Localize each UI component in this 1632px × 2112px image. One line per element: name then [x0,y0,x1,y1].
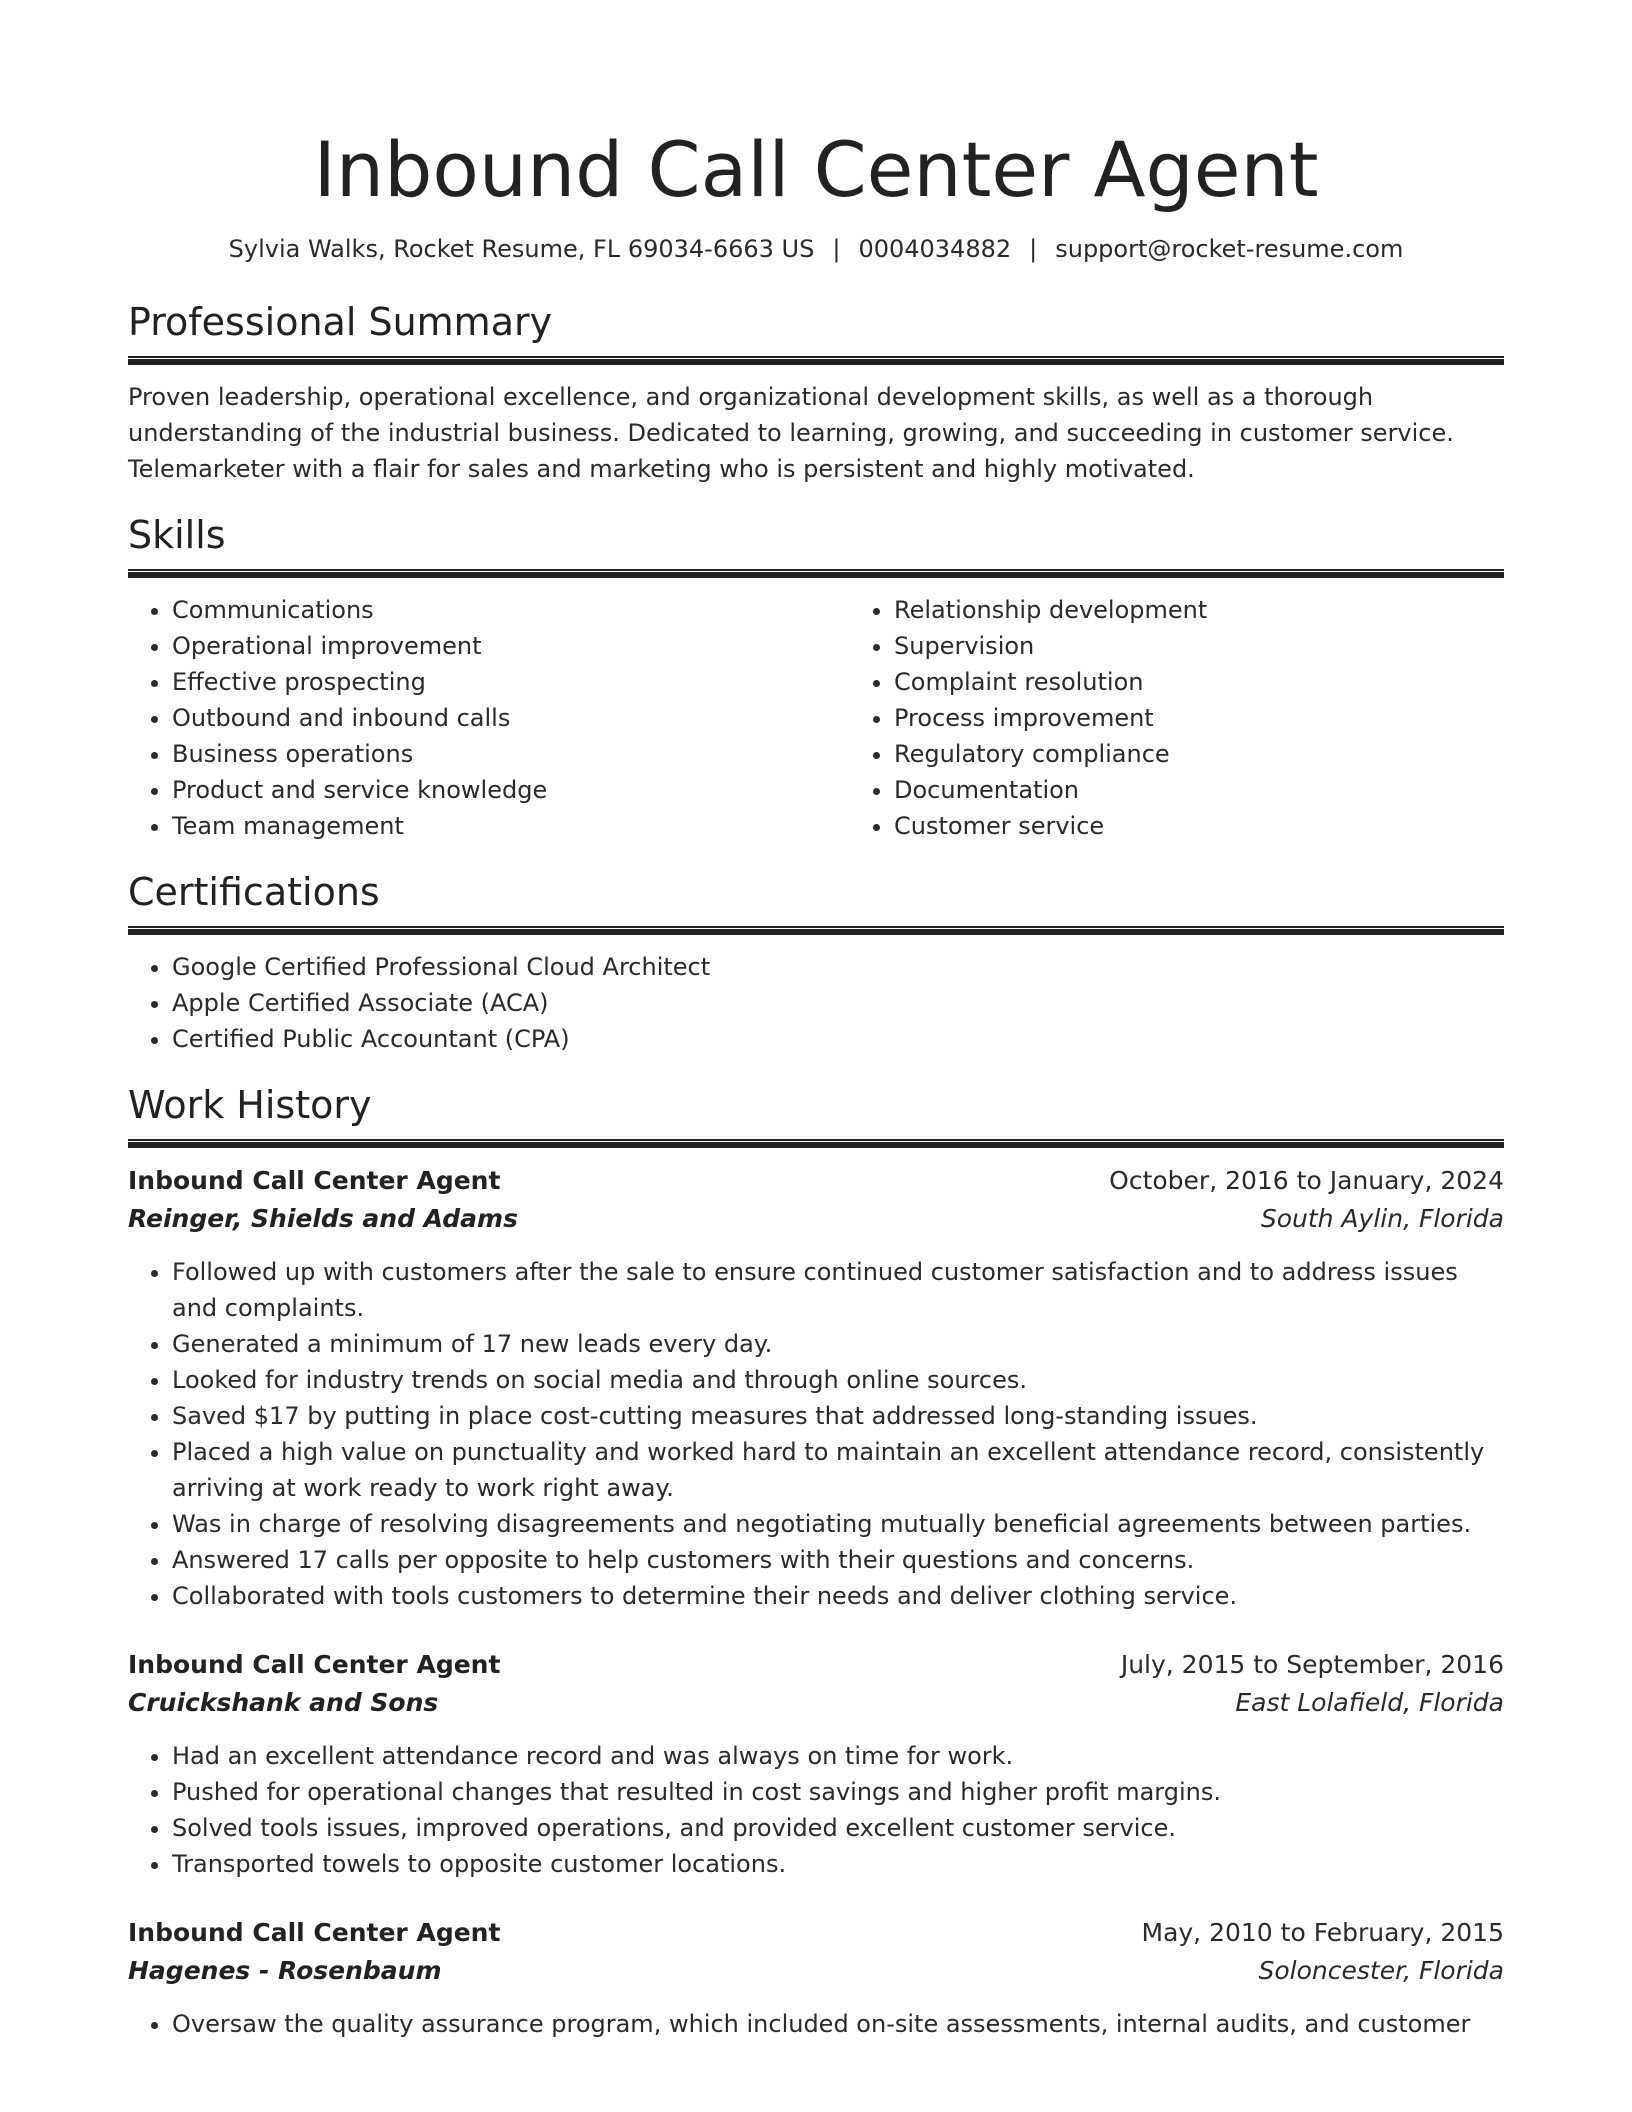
job-company: Cruickshank and Sons [128,1688,439,1717]
job-bullet: • Had an excellent attendance record and was always on time for work. [172,1738,1504,1774]
job-header [128,1914,1504,1952]
section-title-summary: Professional Summary [128,300,553,344]
job-bullet: • Pushed for operational changes that resulted in cost savings and higher profit margins. [172,1774,1504,1810]
summary-section [128,298,1504,487]
job-bullet: • Answered 17 calls per opposite to help customers with their questions and concerns. [172,1542,1504,1578]
job-bullet: • Placed a high value on punctuality and worked hard to maintain an excellent attendance record, consistently arriving at work ready to work right away. [172,1434,1504,1506]
contact-email: support@rocket-resume.com [1055,235,1404,263]
skill-item: • Regulatory compliance [894,736,1572,772]
job-dates: May, 2010 to February, 2015 [1141,1918,1504,1947]
certification-item: • Google Certified Professional Cloud Architect [172,949,1504,985]
job-bullet: • Looked for industry trends on social media and through online sources. [172,1362,1504,1398]
work-history-section [128,1081,1504,2042]
section-divider [128,926,1504,935]
skill-item: • Relationship development [894,592,1572,628]
skill-item: • Process improvement [894,700,1572,736]
certification-item: • Certified Public Accountant (CPA) [172,1021,1504,1057]
contact-separator: | [1029,235,1038,263]
skill-item: • Supervision [894,628,1572,664]
job-location: South Aylin, Florida [1260,1204,1504,1233]
skill-item: • Communications [172,592,850,628]
section-title-work-history: Work History [128,1083,372,1127]
job-entry [128,1914,1504,2042]
job-subheader [128,1952,1504,1990]
job-dates: July, 2015 to September, 2016 [1120,1650,1504,1679]
job-header [128,1646,1504,1684]
job-entry [128,1646,1504,1882]
skills-columns [128,592,1504,844]
skill-item: • Complaint resolution [894,664,1572,700]
section-title-skills: Skills [128,513,226,557]
certifications-section [128,868,1504,1057]
job-subheader [128,1684,1504,1722]
job-bullet: • Collaborated with tools customers to determine their needs and deliver clothing service. [172,1578,1504,1614]
job-entry [128,1162,1504,1614]
job-company: Hagenes - Rosenbaum [128,1956,442,1985]
job-dates: October, 2016 to January, 2024 [1109,1166,1504,1195]
resume-name: Inbound Call Center Agent [313,125,1319,214]
job-bullet: • Generated a minimum of 17 new leads every day. [172,1326,1504,1362]
certification-item: • Apple Certified Associate (ACA) [172,985,1504,1021]
section-title-certifications: Certifications [128,870,380,914]
job-title: Inbound Call Center Agent [128,1918,501,1947]
job-subheader [128,1200,1504,1238]
resume-page [128,0,1504,2042]
skill-item: • Customer service [894,808,1572,844]
skills-list-right [850,592,1572,844]
certifications-list [128,949,1504,1057]
contact-line [128,232,1504,266]
summary-text: Proven leadership, operational excellence, and organizational development skills, as well as a thorough understanding of the industrial business. Dedicated to learning, growing, and succeeding in customer service. Telemarketer with a flair for sales and marketing who is persistent and highly motivated. [128,383,1454,483]
skill-item: • Effective prospecting [172,664,850,700]
section-divider [128,356,1504,365]
skill-item: • Product and service knowledge [172,772,850,808]
skill-item: • Documentation [894,772,1572,808]
job-bullets [128,1254,1504,1614]
section-divider [128,1139,1504,1148]
job-bullet: • Was in charge of resolving disagreements and negotiating mutually beneficial agreements between parties. [172,1506,1504,1542]
job-bullet: • Transported towels to opposite customer locations. [172,1846,1504,1882]
job-company: Reinger, Shields and Adams [128,1204,518,1233]
section-divider [128,569,1504,578]
skill-item: • Team management [172,808,850,844]
job-bullets [128,1738,1504,1882]
contact-phone: 0004034882 [858,235,1012,263]
job-location: Soloncester, Florida [1258,1956,1504,1985]
job-title: Inbound Call Center Agent [128,1166,501,1195]
job-bullet: • Followed up with customers after the sale to ensure continued customer satisfaction and to address issues and complaints. [172,1254,1504,1326]
job-bullet: • Saved $17 by putting in place cost-cutting measures that addressed long-standing issues. [172,1398,1504,1434]
skill-item: • Operational improvement [172,628,850,664]
job-bullet: • Oversaw the quality assurance program, which included on-site assessments, internal audits, and customer [172,2006,1504,2042]
job-bullets [128,2006,1504,2042]
job-title: Inbound Call Center Agent [128,1650,501,1679]
job-location: East Lolafield, Florida [1235,1688,1504,1717]
skills-section [128,511,1504,844]
skills-list-left [128,592,850,844]
skill-item: • Business operations [172,736,850,772]
contact-separator: | [832,235,841,263]
job-bullet: • Solved tools issues, improved operations, and provided excellent customer service. [172,1810,1504,1846]
skill-item: • Outbound and inbound calls [172,700,850,736]
contact-address: Sylvia Walks, Rocket Resume, FL 69034-6663 US [228,235,815,263]
job-header [128,1162,1504,1200]
